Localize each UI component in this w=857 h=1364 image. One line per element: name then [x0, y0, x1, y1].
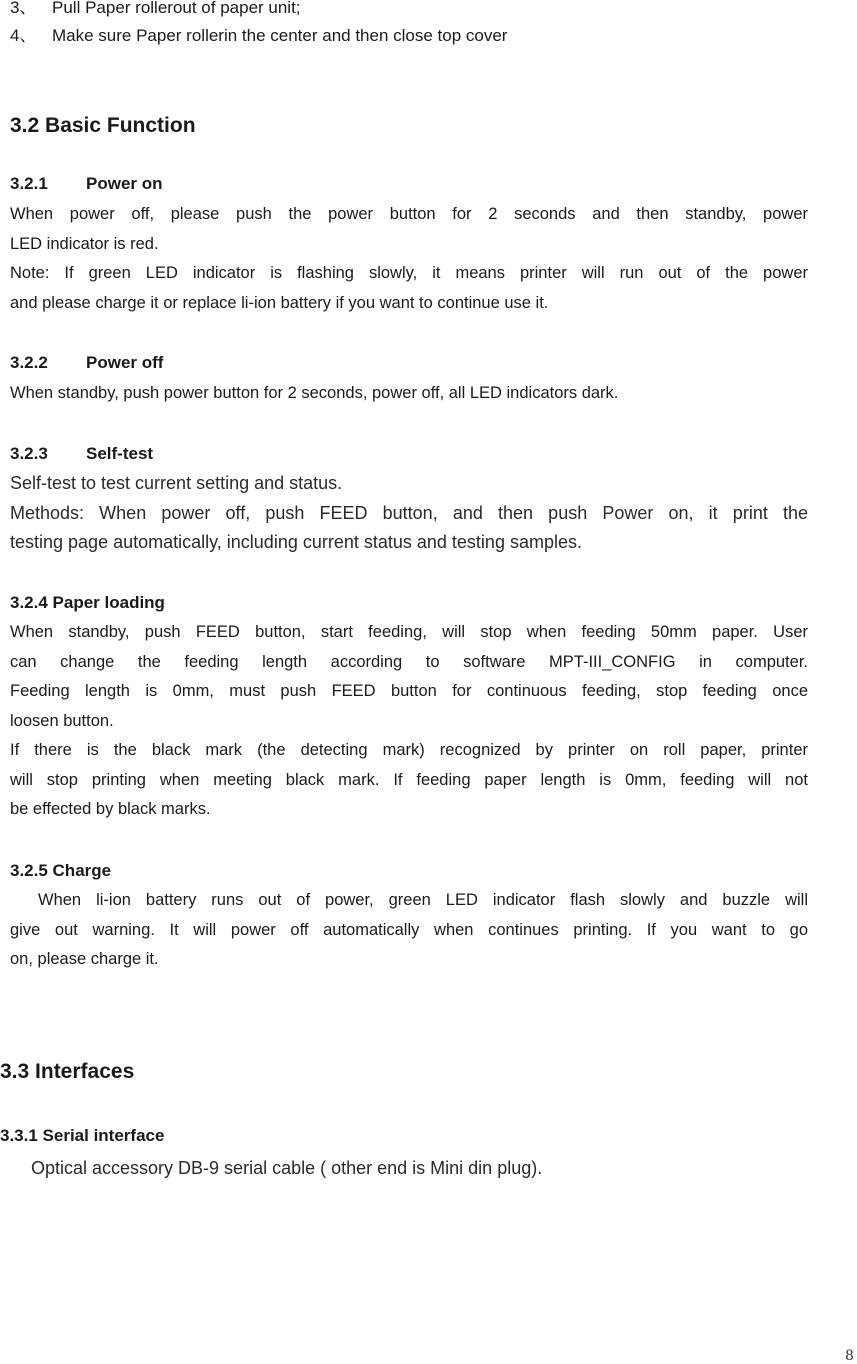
paragraph-paper-loading [10, 618, 808, 825]
subsection-number: 3.2.2 [10, 353, 48, 372]
subsection-heading-3-2-2 [10, 353, 163, 373]
paragraph-line: testing page automatically, including current status and testing samples. [10, 532, 582, 552]
paragraph-line: loosen button. [10, 711, 114, 730]
paragraph-line: If there is the black mark (the detecting mark) recognized by printer on roll paper, printer [10, 741, 808, 759]
page-number: 8 [845, 1348, 854, 1364]
list-item-number: 4、 [10, 26, 37, 45]
section-heading-3-2: 3.2 Basic Function [10, 114, 196, 137]
paragraph-line: When standby, push power button for 2 seconds, power off, all LED indicators dark. [10, 384, 619, 402]
subsection-heading-3-3-1: 3.3.1 Serial interface [0, 1126, 165, 1145]
paragraph-line: When standby, push FEED button, start feeding, will stop when feeding 50mm paper. User [10, 623, 808, 641]
paragraph-power-on [10, 200, 808, 318]
paragraph-line: Feeding length is 0mm, must push FEED button for continuous feeding, stop feeding once [10, 682, 808, 700]
paragraph-charge [10, 886, 808, 975]
paragraph-line: LED indicator is red. [10, 234, 159, 253]
subsection-heading-3-2-5: 3.2.5 Charge [10, 861, 112, 880]
paragraph-line: Self-test to test current setting and status. [10, 473, 343, 493]
list-item [10, 26, 710, 46]
subsection-heading-3-2-4: 3.2.4 Paper loading [10, 593, 165, 612]
subsection-number: 3.2.3 [10, 444, 48, 463]
subsection-title: Power on [86, 174, 163, 193]
subsection-number: 3.2.1 [10, 174, 48, 193]
paragraph-line: be effected by black marks. [10, 800, 211, 818]
paragraph-self-test [10, 469, 808, 558]
paragraph-line: When power off, please push the power button for 2 seconds and then standby, power [10, 205, 808, 223]
subsection-title: Self-test [86, 444, 154, 463]
list-item [10, 0, 710, 18]
list-item-text: Make sure Paper rollerin the center and then close top cover [52, 26, 508, 45]
paragraph-serial-interface: Optical accessory DB-9 serial cable ( other end is Mini din plug). [31, 1158, 543, 1178]
paragraph-line: on, please charge it. [10, 950, 159, 968]
paragraph-line: can change the feeding length according to software MPT-III_CONFIG in computer. [10, 652, 808, 671]
paragraph-line: Methods: When power off, push FEED button, and then push Power on, it print the [10, 502, 808, 523]
subsection-heading-3-2-3 [10, 444, 153, 464]
paragraph-line: will stop printing when meeting black mark. If feeding paper length is 0mm, feeding will not [10, 770, 808, 789]
subsection-heading-3-2-1 [10, 174, 163, 194]
paragraph-line: Note: If green LED indicator is flashing slowly, it means printer will run out of the power [10, 264, 808, 282]
list-item-text: Pull Paper rollerout of paper unit; [52, 0, 301, 17]
paragraph-power-off [10, 379, 808, 409]
paragraph-line: and please charge it or replace li-ion battery if you want to continue use it. [10, 293, 549, 312]
list-item-number: 3、 [10, 0, 37, 17]
subsection-title: Power off [86, 353, 164, 372]
paragraph-line: When li-ion battery runs out of power, green LED indicator flash slowly and buzzle will [38, 891, 808, 909]
paragraph-line: give out warning. It will power off automatically when continues printing. If you want to go [10, 920, 808, 939]
section-heading-3-3: 3.3 Interfaces [0, 1060, 135, 1083]
